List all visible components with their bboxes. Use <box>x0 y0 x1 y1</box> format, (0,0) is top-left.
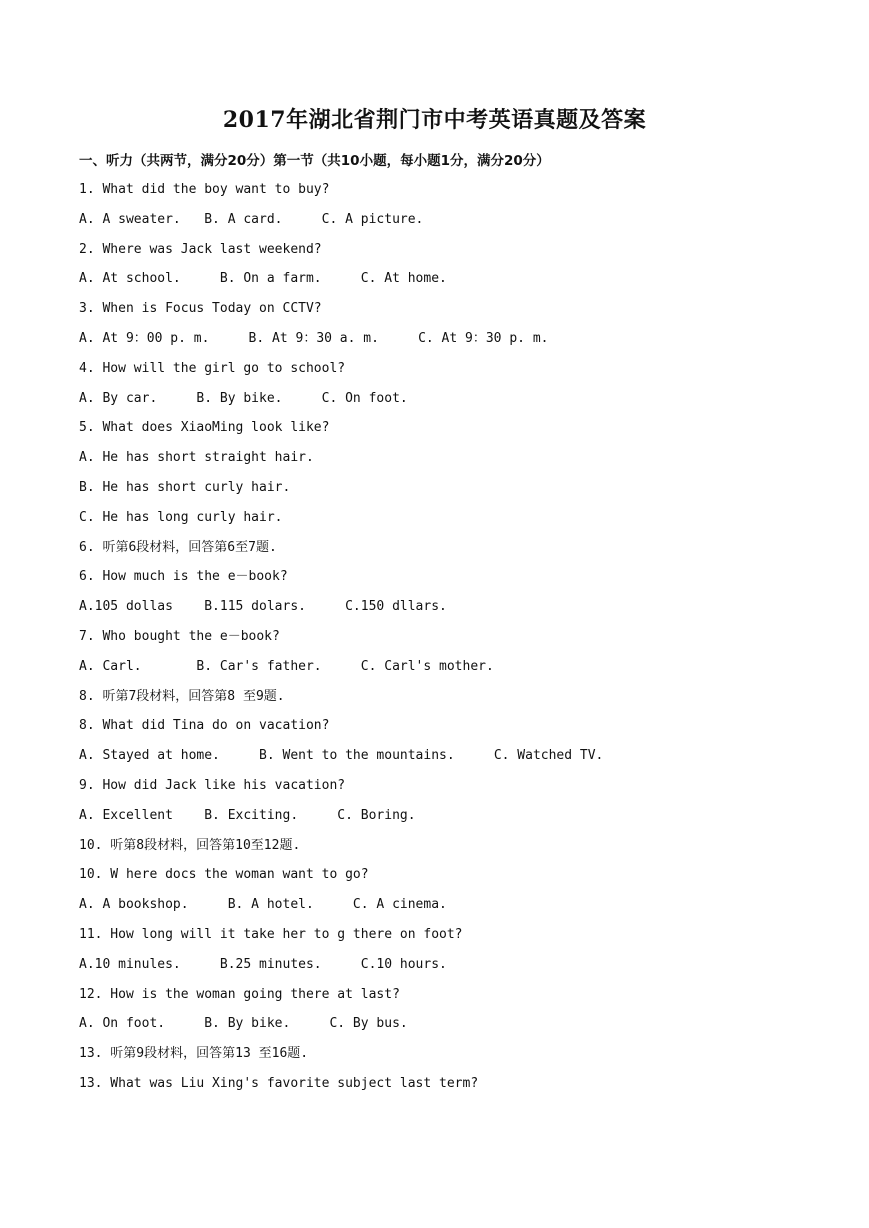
question-line: 2. Where was Jack last weekend? <box>79 241 322 257</box>
section-heading: 一、听力（共两节，满分20分）第一节（共10小题，每小题1分，满分20分） <box>79 153 550 169</box>
instruction-line: 13. 听第9段材料，回答第13 至16题. <box>79 1046 309 1062</box>
question-line: 8. What did Tina do on vacation? <box>79 718 330 734</box>
answer-options-line: A. At school. B. On a farm. C. At home. <box>79 271 447 287</box>
document-title: 2017年湖北省荆门市中考英语真题及答案 <box>222 107 647 133</box>
instruction-line: 6. 听第6段材料，回答第6至7题. <box>79 539 277 555</box>
answer-option-line: C. He has long curly hair. <box>79 509 283 525</box>
answer-options-line: A. A bookshop. B. A hotel. C. A cinema. <box>79 897 447 913</box>
question-line: 10. W here docs the woman want to go? <box>79 867 369 883</box>
answer-options-line: A. On foot. B. By bike. C. By bus. <box>79 1016 408 1032</box>
question-line: 9. How did Jack like his vacation? <box>79 777 346 793</box>
answer-options-line: A. By car. B. By bike. C. On foot. <box>79 390 408 406</box>
answer-options-line: A. Stayed at home. B. Went to the mountains. C. Watched TV. <box>79 748 604 764</box>
question-line: 1. What did the boy want to buy? <box>79 182 330 197</box>
question-line: 12. How is the woman going there at last? <box>79 986 400 1002</box>
answer-options-line: A. At 9：00 p. m. B. At 9：30 a. m. C. At 9：30 p. m. <box>79 330 549 346</box>
answer-options-line: A. Carl. B. Car's father. C. Carl's mother. <box>79 658 494 674</box>
question-line: 6. How much is the e－book? <box>79 569 288 585</box>
answer-option-line: A. He has short straight hair. <box>79 450 314 466</box>
question-line: 11. How long will it take her to g there on foot? <box>79 926 463 942</box>
question-line: 3. When is Focus Today on CCTV? <box>79 301 322 317</box>
question-line: 5. What does XiaoMing look like? <box>79 420 330 436</box>
answer-options-line: A.10 minules. B.25 minutes. C.10 hours. <box>79 956 447 972</box>
answer-options-line: A.105 dollas B.115 dolars. C.150 dllars. <box>79 599 447 615</box>
question-line: 13. What was Liu Xing's favorite subject last term? <box>79 1075 479 1091</box>
question-line: 4. How will the girl go to school? <box>79 360 346 376</box>
question-line: 7. Who bought the e－book? <box>79 628 280 644</box>
answer-options-line: A. A sweater. B. A card. C. A picture. <box>79 211 424 227</box>
instruction-line: 10. 听第8段材料，回答第10至12题. <box>79 837 301 853</box>
question-list <box>79 179 839 1103</box>
answer-option-line: B. He has short curly hair. <box>79 479 291 495</box>
instruction-line: 8. 听第7段材料，回答第8 至9题. <box>79 688 285 704</box>
answer-options-line: A. Excellent B. Exciting. C. Boring. <box>79 807 416 823</box>
